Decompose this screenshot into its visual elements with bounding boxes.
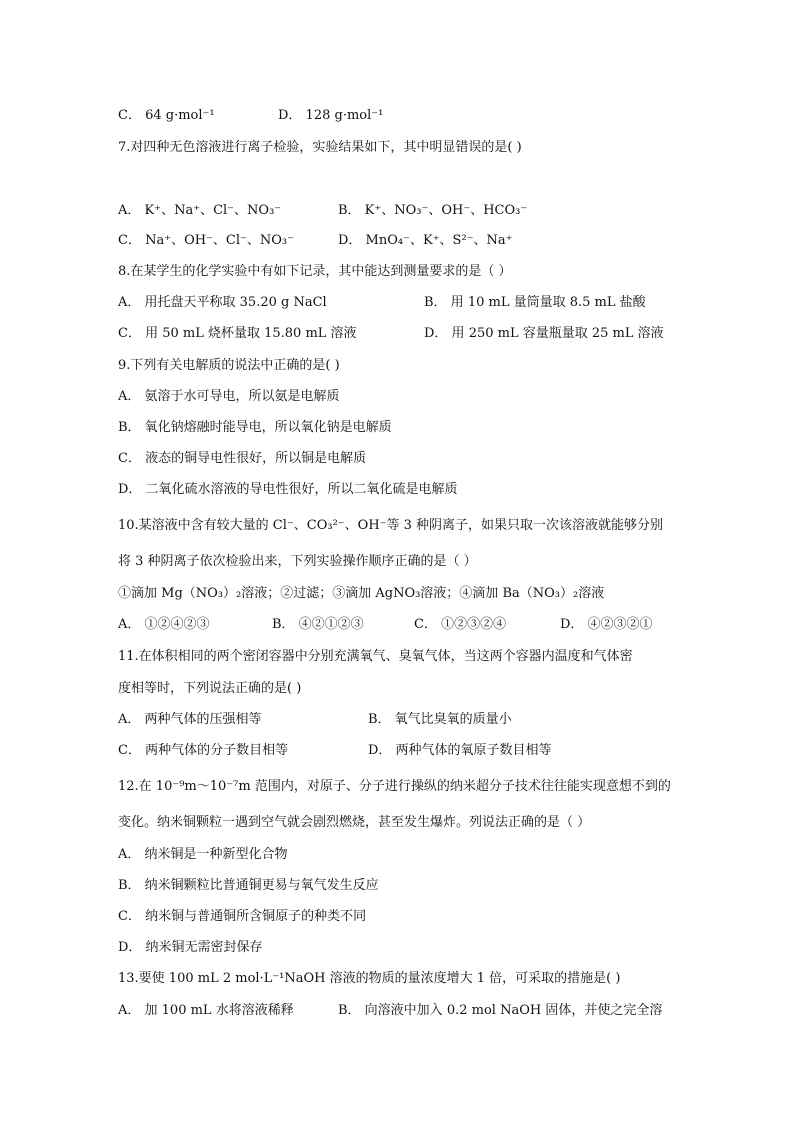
question-9: 9.下列有关电解质的说法中正确的是( ) bbox=[118, 358, 340, 373]
question-12-option-b: B． 纳米铜颗粒比普通铜更易与氧气发生反应 bbox=[118, 878, 379, 893]
question-7-option-d: D． MnO₄⁻、K⁺、S²⁻、Na⁺ bbox=[338, 233, 513, 248]
question-10-option-a: A． ①②④②③ bbox=[118, 617, 210, 632]
question-10-steps: ①滴加 Mg（NO₃）₂溶液；②过滤；③滴加 AgNO₃溶液；④滴加 Ba（NO₃）₂溶液 bbox=[118, 586, 605, 601]
question-8-option-b: B． 用 10 mL 量筒量取 8.5 mL 盐酸 bbox=[424, 295, 646, 310]
question-13-option-a: A． 加 100 mL 水将溶液稀释 bbox=[118, 1003, 294, 1018]
question-9-option-a: A． 氨溶于水可导电，所以氨是电解质 bbox=[118, 389, 340, 404]
question-10-cont: 将 3 种阴离子依次检验出来，下列实验操作顺序正确的是（ ） bbox=[118, 554, 477, 569]
option-d-prev: D． 128 g·mol⁻¹ bbox=[278, 108, 384, 123]
question-12-option-a: A． 纳米铜是一种新型化合物 bbox=[118, 847, 288, 862]
question-8-option-d: D． 用 250 mL 容量瓶量取 25 mL 溶液 bbox=[424, 326, 664, 341]
question-11-cont: 度相等时，下列说法正确的是( ) bbox=[118, 681, 302, 696]
question-10-option-c: C． ①②③②④ bbox=[414, 617, 507, 632]
question-11-option-b: B． 氧气比臭氧的质量小 bbox=[368, 712, 512, 727]
question-11-option-d: D． 两种气体的氧原子数目相等 bbox=[368, 743, 552, 758]
question-8-option-c: C． 用 50 mL 烧杯量取 15.80 mL 溶液 bbox=[118, 326, 357, 341]
question-11-option-a: A． 两种气体的压强相等 bbox=[118, 712, 262, 727]
question-7: 7.对四种无色溶液进行离子检验，实验结果如下，其中明显错误的是( ) bbox=[118, 140, 522, 155]
question-10-option-b: B． ④②①②③ bbox=[272, 617, 364, 632]
question-11-option-c: C． 两种气体的分子数目相等 bbox=[118, 743, 289, 758]
question-10: 10.某溶液中含有较大量的 Cl⁻、CO₃²⁻、OH⁻等 3 种阴离子，如果只取一次该溶液就能够分别 bbox=[118, 518, 664, 533]
question-7-option-a: A． K⁺、Na⁺、Cl⁻、NO₃⁻ bbox=[118, 203, 282, 218]
question-8: 8.在某学生的化学实验中有如下记录，其中能达到测量要求的是（ ） bbox=[118, 264, 512, 279]
question-7-option-c: C． Na⁺、OH⁻、Cl⁻、NO₃⁻ bbox=[118, 233, 294, 248]
option-c-prev: C． 64 g·mol⁻¹ bbox=[118, 108, 215, 123]
question-8-option-a: A． 用托盘天平称取 35.20 g NaCl bbox=[118, 295, 327, 310]
question-13: 13.要使 100 mL 2 mol·L⁻¹NaOH 溶液的物质的量浓度增大 1 倍，可采取的措施是( ) bbox=[118, 971, 621, 986]
question-9-option-b: B． 氧化钠熔融时能导电，所以氧化钠是电解质 bbox=[118, 420, 392, 435]
question-9-option-d: D． 二氧化硫水溶液的导电性很好，所以二氧化硫是电解质 bbox=[118, 482, 458, 497]
question-12-option-c: C． 纳米铜与普通铜所含铜原子的种类不同 bbox=[118, 909, 367, 924]
question-13-option-b: B． 向溶液中加入 0.2 mol NaOH 固体，并使之完全溶 bbox=[338, 1003, 663, 1018]
question-11: 11.在体积相同的两个密闭容器中分别充满氧气、臭氧气体，当这两个容器内温度和气体密 bbox=[118, 649, 633, 664]
question-9-option-c: C． 液态的铜导电性很好，所以铜是电解质 bbox=[118, 451, 367, 466]
question-12-option-d: D． 纳米铜无需密封保存 bbox=[118, 940, 263, 955]
question-12-cont: 变化。纳米铜颗粒一遇到空气就会剧烈燃烧，甚至发生爆炸。列说法正确的是（ ） bbox=[118, 815, 591, 830]
question-7-option-b: B． K⁺、NO₃⁻、OH⁻、HCO₃⁻ bbox=[338, 203, 528, 218]
question-12: 12.在 10⁻⁹m～10⁻⁷m 范围内，对原子、分子进行操纵的纳米超分子技术往往能实现意想不到的 bbox=[118, 779, 671, 794]
question-10-option-d: D． ④②③②① bbox=[560, 617, 653, 632]
